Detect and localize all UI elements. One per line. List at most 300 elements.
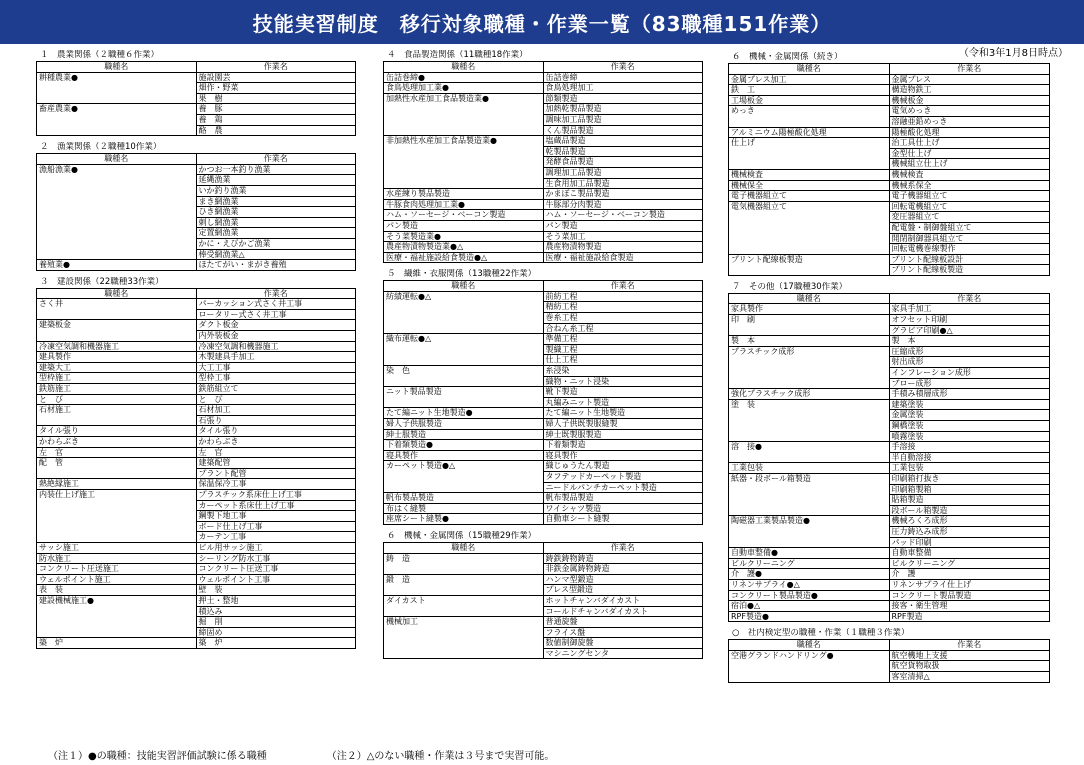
task-name-cell: コールドチャンバダイカスト bbox=[543, 606, 703, 617]
job-name-cell: ウェルポイント施工 bbox=[37, 574, 197, 585]
job-column-header: 職種名 bbox=[384, 542, 544, 553]
table-row bbox=[37, 405, 356, 416]
task-name-cell: グラビア印刷●△ bbox=[889, 325, 1050, 336]
task-name-cell: いか釣り漁業 bbox=[196, 185, 356, 196]
job-name-cell: 塗 装 bbox=[729, 399, 890, 410]
task-name-cell: ロータリー式さく井工事 bbox=[196, 309, 356, 320]
task-name-cell: 射出成形 bbox=[889, 357, 1050, 368]
page-title: 技能実習制度 移行対象職種・作業一覧（83職種151作業） bbox=[252, 11, 832, 36]
task-column-header: 作業名 bbox=[196, 154, 356, 165]
table-row bbox=[37, 595, 356, 606]
table-row bbox=[37, 617, 356, 628]
job-name-cell: と び bbox=[37, 394, 197, 405]
table-row bbox=[37, 260, 356, 271]
task-name-cell: フライス盤 bbox=[543, 627, 703, 638]
table-row bbox=[729, 95, 1050, 106]
task-name-cell: 回転電機組立て bbox=[889, 201, 1050, 212]
task-name-cell: 調味加工品製造 bbox=[543, 114, 703, 125]
job-name-cell: めっき bbox=[729, 106, 890, 117]
table-row bbox=[384, 503, 703, 514]
job-name-cell bbox=[384, 397, 544, 408]
job-name-cell bbox=[384, 104, 544, 115]
task-name-cell: 定置網漁業 bbox=[196, 228, 356, 239]
table-row bbox=[37, 468, 356, 479]
job-name-cell: ダイカスト bbox=[384, 595, 544, 606]
job-column-header: 職種名 bbox=[384, 281, 544, 292]
table-row bbox=[384, 104, 703, 115]
task-name-cell: 機械系保全 bbox=[889, 180, 1050, 191]
job-name-cell: 介 護● bbox=[729, 569, 890, 580]
task-name-cell: 圧力鋳込み成形 bbox=[889, 526, 1050, 537]
job-name-cell bbox=[729, 421, 890, 432]
category-title: ６ 機械・金属関係（15職種29作業） bbox=[387, 530, 537, 541]
job-name-cell: 防水施工 bbox=[37, 553, 197, 564]
task-name-cell: 施設園芸 bbox=[196, 72, 356, 83]
table-row bbox=[729, 265, 1050, 276]
table-row bbox=[729, 484, 1050, 495]
job-name-cell bbox=[384, 167, 544, 178]
job-name-cell bbox=[37, 606, 197, 617]
job-name-cell: 鋳 造 bbox=[384, 553, 544, 564]
task-name-cell: 農産物漬物製造 bbox=[543, 242, 703, 253]
job-name-cell: ニット製品製造 bbox=[384, 387, 544, 398]
job-name-cell: たて編ニット生地製造● bbox=[384, 408, 544, 419]
job-name-cell: 建築板金 bbox=[37, 320, 197, 331]
task-column-header: 作業名 bbox=[543, 281, 703, 292]
task-name-cell: パーカッション式さく井工事 bbox=[196, 299, 356, 310]
job-table bbox=[728, 639, 1050, 682]
job-name-cell bbox=[729, 148, 890, 159]
job-name-cell: 機械検査 bbox=[729, 169, 890, 180]
job-table bbox=[383, 280, 703, 525]
task-name-cell: かつお一本釣り漁業 bbox=[196, 164, 356, 175]
job-name-cell bbox=[384, 114, 544, 125]
table-row bbox=[729, 127, 1050, 138]
job-name-cell: 水産練り製品製造 bbox=[384, 189, 544, 200]
task-column-header: 作業名 bbox=[543, 542, 703, 553]
table-row bbox=[37, 574, 356, 585]
table-row bbox=[37, 447, 356, 458]
job-name-cell: 左 官 bbox=[37, 447, 197, 458]
table-row bbox=[384, 157, 703, 168]
table-row bbox=[37, 373, 356, 384]
job-column-header: 職種名 bbox=[37, 62, 197, 73]
table-row bbox=[384, 440, 703, 451]
job-name-cell: 冷凍空気調和機器施工 bbox=[37, 341, 197, 352]
task-name-cell: まき網漁業 bbox=[196, 196, 356, 207]
task-name-cell: 自動車整備 bbox=[889, 548, 1050, 559]
footnotes bbox=[48, 747, 1048, 762]
task-name-cell: 配電盤・制御盤組立て bbox=[889, 222, 1050, 233]
job-name-cell bbox=[729, 222, 890, 233]
table-row bbox=[37, 564, 356, 575]
job-column-header: 職種名 bbox=[729, 64, 890, 75]
category-title: １ 農業関係（２職種６作業） bbox=[40, 50, 160, 60]
task-name-cell: 織じゅうたん製造 bbox=[543, 461, 703, 472]
table-header-row bbox=[729, 64, 1050, 75]
job-name-cell: 紡績運転●△ bbox=[384, 291, 544, 302]
table-row bbox=[384, 231, 703, 242]
job-name-cell: 畜産農業● bbox=[37, 104, 197, 115]
table-row bbox=[37, 415, 356, 426]
task-name-cell: 圧縮成形 bbox=[889, 346, 1050, 357]
category-block bbox=[728, 52, 1050, 276]
job-name-cell: 仕上げ bbox=[729, 138, 890, 149]
job-name-cell bbox=[384, 564, 544, 575]
task-name-cell: 半自動溶接 bbox=[889, 452, 1050, 463]
task-name-cell: 木製建具手加工 bbox=[196, 352, 356, 363]
table-row bbox=[37, 104, 356, 115]
job-name-cell bbox=[37, 415, 197, 426]
job-name-cell bbox=[37, 238, 197, 249]
job-name-cell bbox=[37, 217, 197, 228]
task-name-cell: ボード仕上げ工事 bbox=[196, 521, 356, 532]
job-name-cell: 農産物漬物製造業●△ bbox=[384, 242, 544, 253]
task-name-cell: 掘 削 bbox=[196, 617, 356, 628]
table-row bbox=[37, 228, 356, 239]
job-name-cell: 配 管 bbox=[37, 458, 197, 469]
table-row bbox=[37, 249, 356, 260]
job-table bbox=[383, 61, 703, 263]
table-row bbox=[384, 302, 703, 313]
footnote-2: （注２）△のない職種・作業は３号まで実習可能。 bbox=[326, 751, 555, 762]
table-row bbox=[384, 595, 703, 606]
job-name-cell: 加熱性水産加工食品製造業● bbox=[384, 93, 544, 104]
task-name-cell: 金型仕上げ bbox=[889, 148, 1050, 159]
task-name-cell: 生食用加工品製造 bbox=[543, 178, 703, 189]
task-name-cell: 刺し網漁業 bbox=[196, 217, 356, 228]
task-name-cell: 金属塗装 bbox=[889, 410, 1050, 421]
job-name-cell bbox=[729, 233, 890, 244]
table-row bbox=[384, 617, 703, 628]
job-name-cell: 内装仕上げ施工 bbox=[37, 489, 197, 500]
job-name-cell: 寝具製作 bbox=[384, 450, 544, 461]
task-name-cell: 鋳鉄鋳物鋳造 bbox=[543, 553, 703, 564]
category-title: ５ 繊維・衣服関係（13職種22作業） bbox=[387, 269, 537, 280]
job-name-cell bbox=[37, 532, 197, 543]
task-name-cell: 塩蔵品製造 bbox=[543, 136, 703, 147]
task-name-cell: マシニングセンタ bbox=[543, 648, 703, 659]
task-column-header: 作業名 bbox=[889, 293, 1050, 304]
task-name-cell: 左 官 bbox=[196, 447, 356, 458]
job-name-cell: 建築大工 bbox=[37, 362, 197, 373]
column-left bbox=[36, 50, 356, 655]
job-name-cell bbox=[37, 185, 197, 196]
task-name-cell: 鋼製下地工事 bbox=[196, 511, 356, 522]
table-row bbox=[729, 106, 1050, 117]
job-name-cell: RPF製造● bbox=[729, 611, 890, 622]
column-right bbox=[728, 52, 1050, 689]
task-name-cell: 前紡工程 bbox=[543, 291, 703, 302]
table-row bbox=[729, 516, 1050, 527]
table-row bbox=[384, 313, 703, 324]
job-name-cell: 熱絶縁施工 bbox=[37, 479, 197, 490]
table-row bbox=[384, 553, 703, 564]
task-name-cell: 家具手加工 bbox=[889, 304, 1050, 315]
table-row bbox=[729, 569, 1050, 580]
task-name-cell: 機械検査 bbox=[889, 169, 1050, 180]
job-name-cell: 婦人子供服製造 bbox=[384, 419, 544, 430]
table-row bbox=[384, 252, 703, 263]
job-name-cell: 耕種農業● bbox=[37, 72, 197, 83]
job-name-cell: 型枠施工 bbox=[37, 373, 197, 384]
task-name-cell: パッド印刷 bbox=[889, 537, 1050, 548]
table-row bbox=[37, 553, 356, 564]
table-row bbox=[729, 672, 1050, 683]
table-row bbox=[729, 410, 1050, 421]
job-name-cell: 鉄 工 bbox=[729, 85, 890, 96]
task-name-cell: ウェルポイント工事 bbox=[196, 574, 356, 585]
task-name-cell: 築 炉 bbox=[196, 638, 356, 649]
task-name-cell: 機械ろくろ成形 bbox=[889, 516, 1050, 527]
job-name-cell bbox=[729, 265, 890, 276]
table-row bbox=[729, 169, 1050, 180]
task-name-cell: 締固め bbox=[196, 627, 356, 638]
job-name-cell bbox=[384, 344, 544, 355]
table-row bbox=[384, 220, 703, 231]
job-name-cell bbox=[729, 484, 890, 495]
job-name-cell: かわらぶき bbox=[37, 437, 197, 448]
table-row bbox=[384, 199, 703, 210]
table-row bbox=[729, 368, 1050, 379]
table-row bbox=[384, 493, 703, 504]
table-row bbox=[37, 606, 356, 617]
task-name-cell: プラスチック系床仕上げ工事 bbox=[196, 489, 356, 500]
table-header-row bbox=[384, 62, 703, 73]
job-name-cell: 下着類製造● bbox=[384, 440, 544, 451]
table-row bbox=[729, 452, 1050, 463]
task-name-cell: 押土・整地 bbox=[196, 595, 356, 606]
job-name-cell bbox=[384, 585, 544, 596]
job-name-cell: そう菜製造業● bbox=[384, 231, 544, 242]
task-name-cell: ブロー成形 bbox=[889, 378, 1050, 389]
task-name-cell: 紳士既製服製造 bbox=[543, 429, 703, 440]
table-row bbox=[384, 242, 703, 253]
table-row bbox=[37, 93, 356, 104]
category-block bbox=[383, 50, 703, 263]
task-name-cell: 型枠工事 bbox=[196, 373, 356, 384]
job-name-cell: ハム・ソーセージ・ベーコン製造 bbox=[384, 210, 544, 221]
table-row bbox=[729, 85, 1050, 96]
task-name-cell: 変圧器組立て bbox=[889, 212, 1050, 223]
job-name-cell: 鉄筋施工 bbox=[37, 384, 197, 395]
task-name-cell: 加熱乾製品製造 bbox=[543, 104, 703, 115]
job-name-cell: 空港グランドハンドリング● bbox=[729, 650, 890, 661]
job-name-cell bbox=[729, 410, 890, 421]
task-name-cell: 牛豚部分肉製造 bbox=[543, 199, 703, 210]
task-name-cell: 積込み bbox=[196, 606, 356, 617]
task-name-cell: ビル用サッシ施工 bbox=[196, 542, 356, 553]
table-header-row bbox=[37, 62, 356, 73]
task-name-cell: 治工具仕上げ bbox=[889, 138, 1050, 149]
job-column-header: 職種名 bbox=[729, 293, 890, 304]
task-name-cell: 製織工程 bbox=[543, 344, 703, 355]
job-name-cell: コンクリート製品製造● bbox=[729, 590, 890, 601]
table-row bbox=[729, 548, 1050, 559]
task-name-cell: 準備工程 bbox=[543, 334, 703, 345]
task-name-cell: プリント配線板設計 bbox=[889, 254, 1050, 265]
table-row bbox=[37, 489, 356, 500]
task-name-cell: パン製造 bbox=[543, 220, 703, 231]
table-row bbox=[384, 585, 703, 596]
table-row bbox=[37, 500, 356, 511]
table-row bbox=[37, 238, 356, 249]
table-row bbox=[729, 336, 1050, 347]
task-name-cell: ホットチャンバダイカスト bbox=[543, 595, 703, 606]
task-name-cell: ひき網漁業 bbox=[196, 207, 356, 218]
job-name-cell bbox=[729, 495, 890, 506]
job-name-cell: 築 炉 bbox=[37, 638, 197, 649]
table-row bbox=[37, 542, 356, 553]
task-name-cell: 大工工事 bbox=[196, 362, 356, 373]
table-row bbox=[729, 661, 1050, 672]
table-row bbox=[384, 83, 703, 94]
table-row bbox=[729, 148, 1050, 159]
category-block bbox=[728, 628, 1050, 682]
job-name-cell bbox=[37, 521, 197, 532]
job-name-cell: 染 色 bbox=[384, 366, 544, 377]
job-name-cell bbox=[37, 249, 197, 260]
task-name-cell: 製 本 bbox=[889, 336, 1050, 347]
task-name-cell: 乾製品製造 bbox=[543, 146, 703, 157]
task-column-header: 作業名 bbox=[889, 64, 1050, 75]
table-row bbox=[729, 378, 1050, 389]
task-name-cell: 養 豚 bbox=[196, 104, 356, 115]
job-name-cell: タイル張り bbox=[37, 426, 197, 437]
job-name-cell bbox=[384, 146, 544, 157]
table-row bbox=[37, 114, 356, 125]
task-name-cell: ほたてがい・まがき養殖 bbox=[196, 260, 356, 271]
task-name-cell: くん製品製造 bbox=[543, 125, 703, 136]
task-name-cell: インフレーション成形 bbox=[889, 368, 1050, 379]
job-name-cell bbox=[384, 323, 544, 334]
job-name-cell: 自動車整備● bbox=[729, 548, 890, 559]
job-name-cell: 工場板金 bbox=[729, 95, 890, 106]
table-row bbox=[37, 394, 356, 405]
job-name-cell bbox=[37, 175, 197, 186]
table-header-row bbox=[384, 281, 703, 292]
column-middle bbox=[383, 50, 703, 665]
job-name-cell bbox=[384, 376, 544, 387]
table-row bbox=[729, 346, 1050, 357]
task-name-cell: 仕上工程 bbox=[543, 355, 703, 366]
task-name-cell: 節類製造 bbox=[543, 93, 703, 104]
job-name-cell bbox=[37, 196, 197, 207]
task-name-cell: 寝具製作 bbox=[543, 450, 703, 461]
task-name-cell: 合ねん糸工程 bbox=[543, 323, 703, 334]
job-name-cell: 建設機械施工● bbox=[37, 595, 197, 606]
task-name-cell: 手溶接 bbox=[889, 442, 1050, 453]
job-name-cell bbox=[384, 627, 544, 638]
job-name-cell: ビルクリーニング bbox=[729, 558, 890, 569]
job-name-cell: 織布運転●△ bbox=[384, 334, 544, 345]
table-row bbox=[384, 334, 703, 345]
job-name-cell: 工業包装 bbox=[729, 463, 890, 474]
job-name-cell bbox=[37, 83, 197, 94]
category-title: ７ その他（17職種30作業） bbox=[732, 281, 848, 292]
task-name-cell: 発酵食品製造 bbox=[543, 157, 703, 168]
task-name-cell: 延縄漁業 bbox=[196, 175, 356, 186]
task-name-cell: 医療・福祉施設給食製造 bbox=[543, 252, 703, 263]
task-name-cell: タフテッドカーペット製造 bbox=[543, 471, 703, 482]
task-name-cell: 金属プレス bbox=[889, 74, 1050, 85]
job-name-cell bbox=[729, 116, 890, 127]
task-name-cell: そう菜加工 bbox=[543, 231, 703, 242]
task-name-cell: 自動車シート縫製 bbox=[543, 514, 703, 525]
task-column-header: 作業名 bbox=[889, 640, 1050, 651]
task-name-cell: 航空機地上支援 bbox=[889, 650, 1050, 661]
table-row bbox=[729, 650, 1050, 661]
task-name-cell: 電子機器組立て bbox=[889, 191, 1050, 202]
job-name-cell bbox=[729, 212, 890, 223]
table-row bbox=[729, 222, 1050, 233]
job-name-cell: 陶磁器工業製品製造● bbox=[729, 516, 890, 527]
table-row bbox=[729, 212, 1050, 223]
task-name-cell: 回転電機巻線製作 bbox=[889, 244, 1050, 255]
job-name-cell bbox=[37, 93, 197, 104]
table-row bbox=[384, 93, 703, 104]
table-row bbox=[729, 233, 1050, 244]
table-row bbox=[37, 320, 356, 331]
table-row bbox=[384, 419, 703, 430]
task-name-cell: プリント配線板製造 bbox=[889, 265, 1050, 276]
table-row bbox=[729, 558, 1050, 569]
job-name-cell: 鍛 造 bbox=[384, 574, 544, 585]
task-name-cell: かわらぶき bbox=[196, 437, 356, 448]
task-name-cell: 開閉制御器具組立て bbox=[889, 233, 1050, 244]
category-title: ３ 建設関係（22職種33作業） bbox=[40, 276, 164, 287]
job-name-cell bbox=[729, 244, 890, 255]
table-row bbox=[37, 521, 356, 532]
task-name-cell: 貼箱製造 bbox=[889, 495, 1050, 506]
table-row bbox=[37, 175, 356, 186]
job-name-cell: 紳士服製造 bbox=[384, 429, 544, 440]
table-row bbox=[384, 355, 703, 366]
task-name-cell: 酪 農 bbox=[196, 125, 356, 136]
task-name-cell: コンクリート製品製造 bbox=[889, 590, 1050, 601]
job-name-cell bbox=[37, 627, 197, 638]
page-title-bar bbox=[0, 0, 1084, 44]
job-name-cell: 製 本 bbox=[729, 336, 890, 347]
category-block bbox=[383, 531, 703, 660]
job-name-cell bbox=[729, 431, 890, 442]
table-header-row bbox=[37, 154, 356, 165]
job-name-cell bbox=[37, 617, 197, 628]
table-row bbox=[384, 189, 703, 200]
task-name-cell: 工業包装 bbox=[889, 463, 1050, 474]
table-row bbox=[37, 196, 356, 207]
task-name-cell: 構造物鉄工 bbox=[889, 85, 1050, 96]
table-row bbox=[729, 399, 1050, 410]
job-name-cell: 溶 接● bbox=[729, 442, 890, 453]
task-name-cell: ビルクリーニング bbox=[889, 558, 1050, 569]
job-name-cell: 紙器・段ボール箱製造 bbox=[729, 473, 890, 484]
table-row bbox=[729, 191, 1050, 202]
table-row bbox=[729, 138, 1050, 149]
job-name-cell: 表 装 bbox=[37, 585, 197, 596]
table-row bbox=[384, 291, 703, 302]
task-name-cell: 缶詰巻締 bbox=[543, 72, 703, 83]
job-name-cell bbox=[37, 125, 197, 136]
task-name-cell: 印刷箱打抜き bbox=[889, 473, 1050, 484]
task-name-cell: 保温保冷工事 bbox=[196, 479, 356, 490]
table-row bbox=[729, 244, 1050, 255]
task-name-cell: 噴霧塗装 bbox=[889, 431, 1050, 442]
job-name-cell: 缶詰巻締● bbox=[384, 72, 544, 83]
task-name-cell: ニードルパンチカーペット製造 bbox=[543, 482, 703, 493]
table-row bbox=[37, 331, 356, 342]
table-row bbox=[729, 579, 1050, 590]
